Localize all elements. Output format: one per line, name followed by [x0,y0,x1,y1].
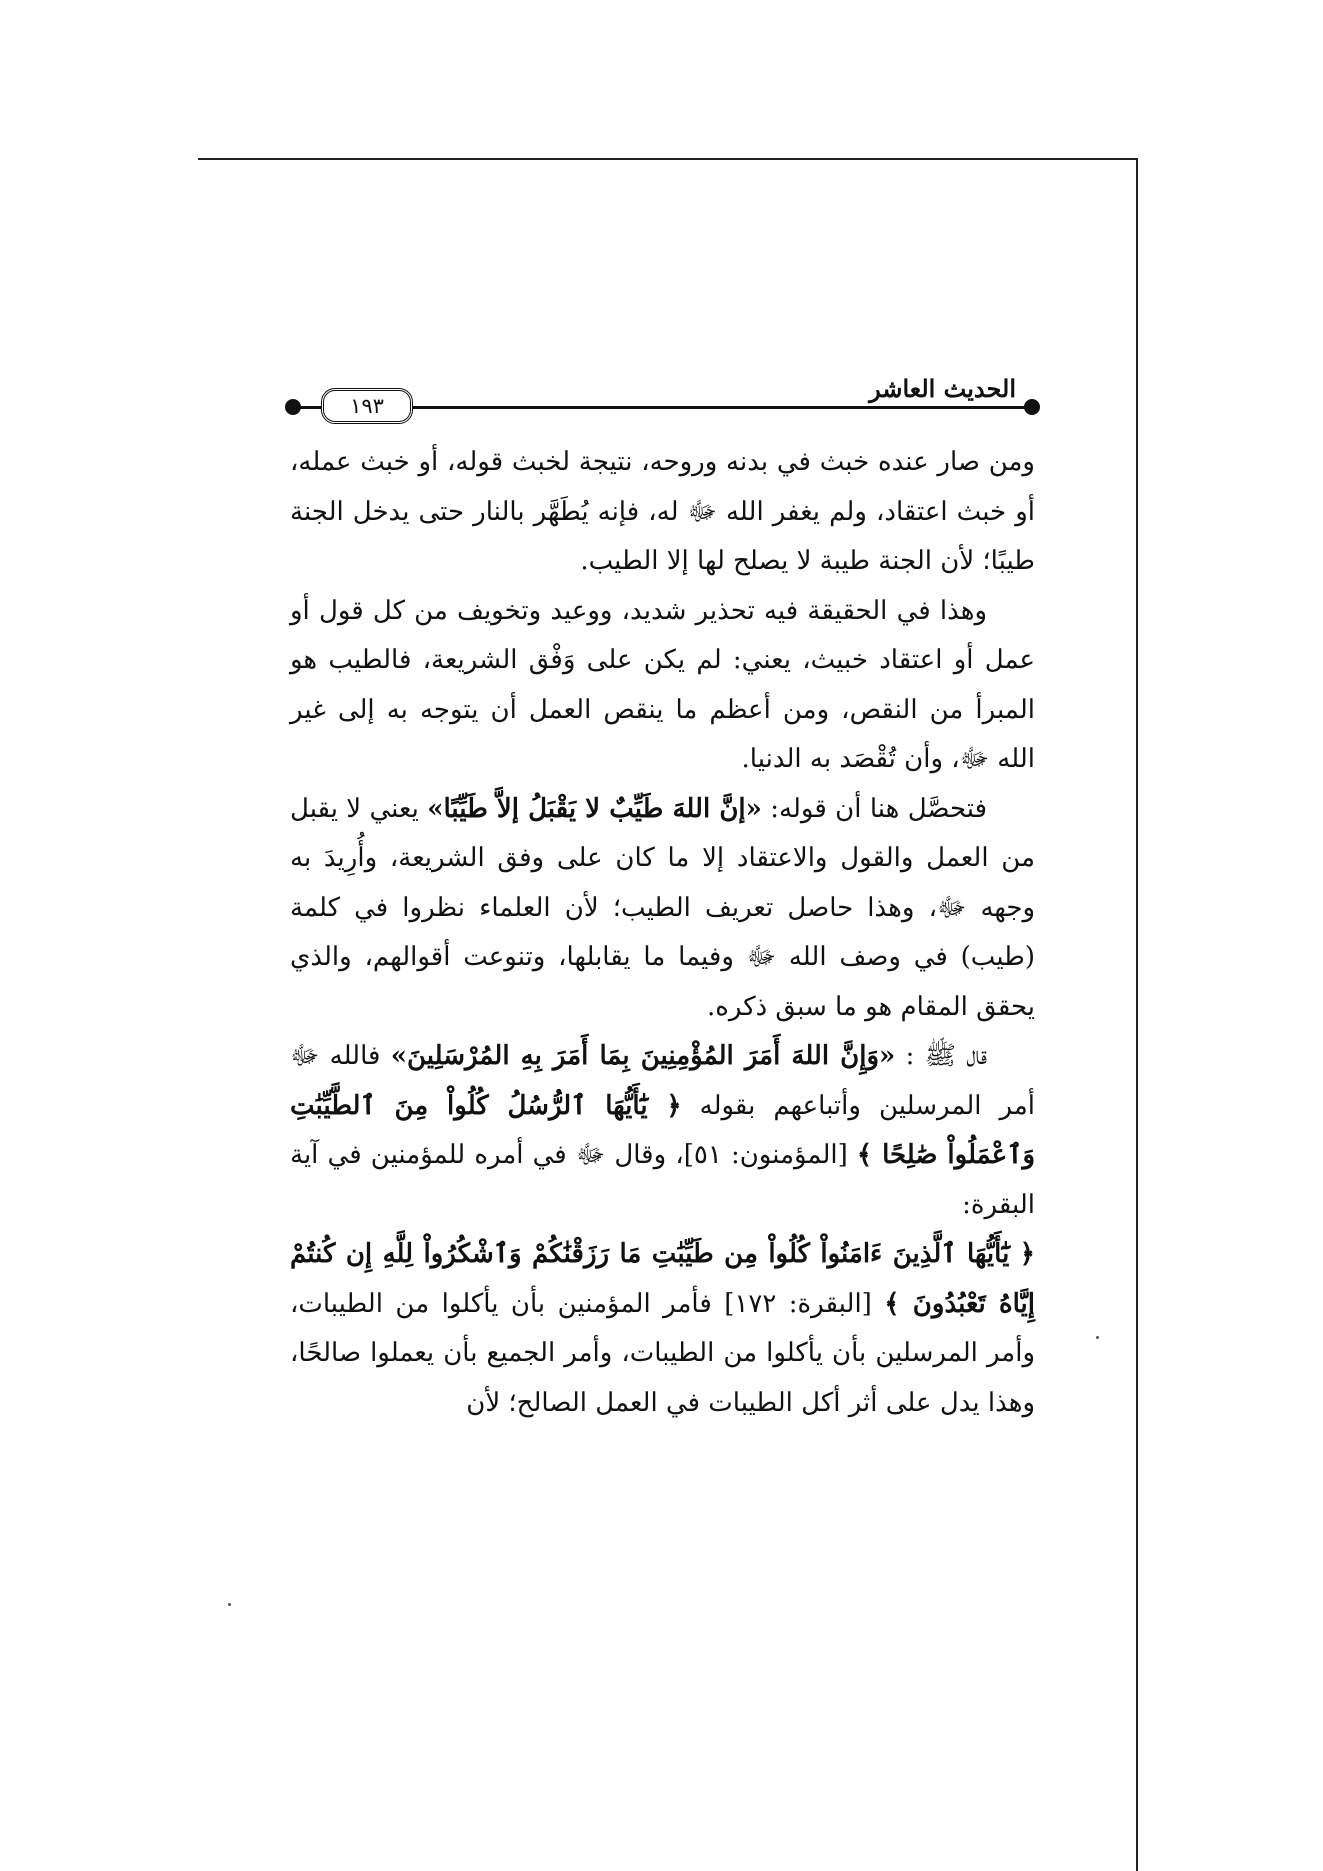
page-number: ١٩٣ [321,388,413,424]
chapter-title: الحديث العاشر [863,374,1022,403]
frame-right-rule [1136,158,1138,1871]
stray-mark-2 [228,1603,231,1606]
paragraph-3-rest: يعني لا يقبل من العمل والقول والاعتقاد إلا ما كان على وفق الشريعة، [290,793,1036,873]
header-ornament-dot-right [1024,399,1040,415]
paragraph-3 [290,785,1035,1033]
hadith-quote-1: «إنَّ اللهَ طَيِّبٌ لا يَقْبَلُ إلاَّ طَيِّبًا» [427,793,762,824]
quran-verse-1: ﴿ يَٰٓأَيُّهَا ٱلرُّسُلُ كُلُواْ مِنَ ٱلطَّيِّبَٰتِ وَٱعْمَلُواْ صَٰلِحًا ﴾ [290,1090,1036,1170]
frame-top-rule [198,158,1138,160]
header-ornament-dot-left [285,399,301,415]
paragraph-3-cont: وأُرِيدَ به وجهه ﷻ، وهذا حاصل تعريف الطيب؛ لأن العلماء نظروا في كلمة (طيب) في وصف الله ﷻ وفيما ما يقابلها، وتنوعت أقوالهم، والذي يحقق المقام هو ما سبق ذكره. [290,843,1035,1022]
paragraph-4-mid: فالله ﷻ أمر المرسلين وأتباعهم بقوله [290,1041,1036,1121]
paragraph-5 [290,1230,1035,1428]
stray-mark-1 [1096,1336,1099,1339]
paragraph-3-lead: فتحصَّل هنا أن قوله: [770,793,988,824]
paragraph-2: وهذا في الحقيقة فيه تحذير شديد، ووعيد وتخويف من كل قول أو عمل أو اعتقاد خبيث، يعني: لم يكن على وَفْق الشريعة، فالطيب هو المبرأ من النقص، ومن أعظم ما ينقص العمل أن يتوجه به إلى غير الله ﷻ، وأن تُقْصَد به الدنيا. [290,595,1035,774]
paragraph-5-rest: [البقرة: ١٧٢] فأمر المؤمنين بأن يأكلوا من الطيبات، وأمر المرسلين بأن يأكلوا من الطيبات، وأمر الجميع بأن يعملوا صالحًا، وهذا يدل على أثر أكل الطيبات في العمل الصالح؛ لأن [290,1288,1035,1418]
paragraph-4 [290,1032,1035,1230]
paragraph-1: ومن صار عنده خبث في بدنه وروحه، نتيجة لخبث قوله، أو خبث عمله، أو خبث اعتقاد، ولم يغفر الله ﷻ له، فإنه يُطَهَّر بالنار حتى يدخل الجنة طيبًا؛ لأن الجنة طيبة لا يصلح لها إلا الطيب. [290,447,1035,576]
quran-verse-2: ﴿ يَٰٓأَيُّهَا ٱلَّذِينَ ءَامَنُواْ كُلُواْ مِن طَيِّبَٰتِ مَا رَزَقْنَٰكُمْ وَٱشْكُرُواْ لِلَّهِ إِن كُنتُمْ إِيَّاهُ تَعْبُدُونَ ﴾ [290,1239,1035,1319]
page-header [285,374,1040,420]
paragraph-4-lead: قال ﷺ : [905,1041,988,1071]
page-body [290,438,1035,1428]
paragraph-4-cont: [المؤمنون: ٥١]، وقال ﷻ في أمره للمؤمنين في آية البقرة: [290,1140,1035,1220]
hadith-quote-2: «وَإِنَّ اللهَ أَمَرَ المُؤْمِنِينَ بِمَا أَمَرَ بِهِ المُرْسَلِينَ» [390,1041,896,1071]
